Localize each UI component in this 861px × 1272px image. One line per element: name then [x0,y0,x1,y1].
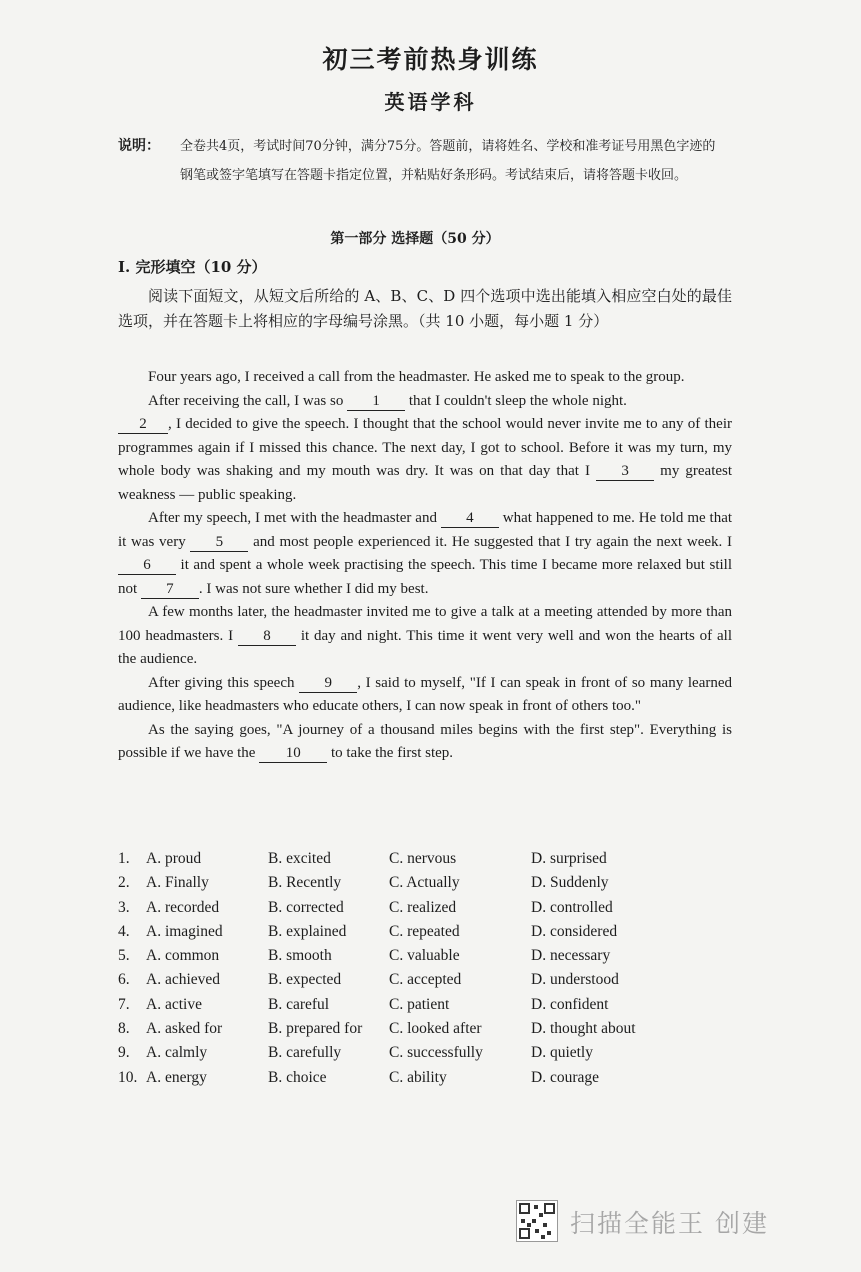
watermark-text: 扫描全能王 创建 [570,1209,769,1238]
option-c: C. realized [389,898,457,916]
option-c: C. nervous [389,850,457,867]
scanner-watermark [516,1198,776,1242]
passage-text: that I couldn't sleep the whole night. [408,392,627,409]
passage-text: to take the first step. [330,745,454,761]
cloze-passage [118,366,732,766]
blank-10: 10 [259,744,327,763]
option-d: D. thought about [531,1020,636,1038]
section-directions: 阅读下面短文，从短文后所给的 A、B、C、D 四个选项中选出能填入相应空白处的最佳选项，并在答题卡上将相应的字母编号涂黑。（共 10 小题，每小题 1 分） [118,287,732,330]
option-b: B. expected [268,971,342,989]
blank-8: 8 [238,627,296,646]
option-b: B. careful [268,995,330,1013]
option-d: D. understood [531,971,619,989]
paragraph-6 [118,719,732,766]
option-d: D. courage [531,1068,599,1086]
option-a: A. achieved [146,971,221,989]
option-b: B. explained [268,922,347,940]
paragraph-1: Four years ago, I received a call from the headmaster. He asked me to speak to the group. [148,369,685,385]
blank-5: 5 [190,533,248,552]
question-number: 6. [118,971,130,989]
question-number: 5. [118,947,130,965]
instructions-label: 说明： [118,138,160,154]
passage-text: A few months later, the headmaster invited me to give a talk at a meeting attended by more than 100 headmasters. I [118,604,732,644]
option-a: A. Finally [146,874,209,892]
option-a: A. asked for [146,1020,223,1038]
option-b: B. excited [268,850,331,867]
answer-options [118,850,678,1093]
option-c: C. ability [389,1068,447,1086]
option-d: D. confident [531,995,609,1013]
option-b: B. prepared for [268,1020,363,1038]
passage-text: , I said to myself, "If I can speak in front of so many learned audience, like headmasters who educate others, I can now speak in front of others too." [118,674,733,714]
option-row [118,874,678,898]
passage-text: my greatest weakness — public speaking. [118,463,733,503]
blank-3: 3 [596,462,654,481]
option-a: A. active [146,995,202,1013]
exam-instructions [118,132,728,190]
subject-title: 英语学科 [384,90,477,114]
option-d: D. Suddenly [531,874,609,892]
option-a: A. recorded [146,898,220,916]
option-b: B. smooth [268,947,332,965]
option-b: B. corrected [268,898,344,916]
option-d: D. quietly [531,1044,593,1062]
option-d: D. necessary [531,947,611,965]
option-row [118,971,678,995]
option-row [118,996,678,1020]
option-b: B. choice [268,1068,327,1086]
section-heading: I. 完形填空（10 分） [118,258,267,276]
blank-1: 1 [347,392,405,411]
question-number: 3. [118,898,130,916]
paragraph-4 [118,601,732,672]
option-b: B. Recently [268,874,342,892]
question-number: 8. [118,1020,130,1038]
option-row [118,850,678,874]
blank-2: 2 [118,415,168,434]
qr-code-icon [516,1200,558,1242]
option-a: A. calmly [146,1044,208,1062]
paragraph-3 [118,507,732,601]
option-a: A. common [146,947,220,965]
passage-text: After giving this speech [148,674,295,691]
option-c: C. looked after [389,1020,482,1038]
passage-text: and most people experienced it. He suggested that I try again the next week. I [253,533,732,550]
blank-6: 6 [118,556,176,575]
option-a: A. imagined [146,922,223,940]
blank-4: 4 [441,509,499,528]
option-c: C. successfully [389,1044,483,1062]
option-row [118,1020,678,1044]
option-a: A. proud [146,850,202,867]
passage-text: , I decided to give the speech. I thought that the school would never invite me to any of their programmes again if I missed this chance. The next day, I got to school. Before it was my turn, my whole body was shaking and my mouth was dry. It was on that day that I [118,416,732,479]
blank-9: 9 [299,674,357,693]
passage-text: what happened to me. He told me that it was very [118,510,733,550]
option-a: A. energy [146,1068,207,1086]
question-number: 7. [118,995,130,1013]
option-c: C. accepted [389,971,462,989]
passage-text: As the saying goes, "A journey of a thousand miles begins with the first step". Everything is possible if we have the [118,721,732,761]
passage-text: it and spent a whole week practising the speech. This time I became more relaxed but still not [118,557,733,597]
part-heading: 第一部分 选择题（50 分） [330,231,500,247]
passage-text: it day and night. This time it went very well and won the hearts of all the audience. [118,627,732,667]
paragraph-5 [118,672,732,719]
question-number: 10. [118,1068,138,1086]
passage-text: After receiving the call, I was so [148,392,344,409]
passage-text: . I was not sure whether I did my best. [198,580,429,597]
option-d: D. controlled [531,898,613,916]
option-row [118,1069,678,1093]
option-c: C. patient [389,995,450,1013]
option-row [118,1044,678,1068]
page-title: 初三考前热身训练 [322,45,539,74]
question-number: 9. [118,1044,130,1062]
option-row [118,947,678,971]
option-c: C. repeated [389,922,460,940]
instructions-text: 全卷共4页，考试时间70分钟，满分75分。答题前，请将姓名、学校和准考证号用黑色字迹的钢笔或签字笔填写在答题卡指定位置，并粘贴好条形码。考试结束后，请将答题卡收回。 [180,139,716,183]
option-d: D. considered [531,922,618,940]
passage-text: After my speech, I met with the headmaster and [148,510,437,526]
option-b: B. carefully [268,1044,342,1062]
option-row [118,923,678,947]
option-c: C. Actually [389,874,460,892]
blank-7: 7 [141,580,199,599]
option-d: D. surprised [531,850,607,867]
paragraph-2 [118,390,732,508]
question-number: 4. [118,922,130,940]
question-number: 2. [118,874,130,892]
option-row [118,899,678,923]
option-c: C. valuable [389,947,460,965]
question-number: 1. [118,850,130,867]
